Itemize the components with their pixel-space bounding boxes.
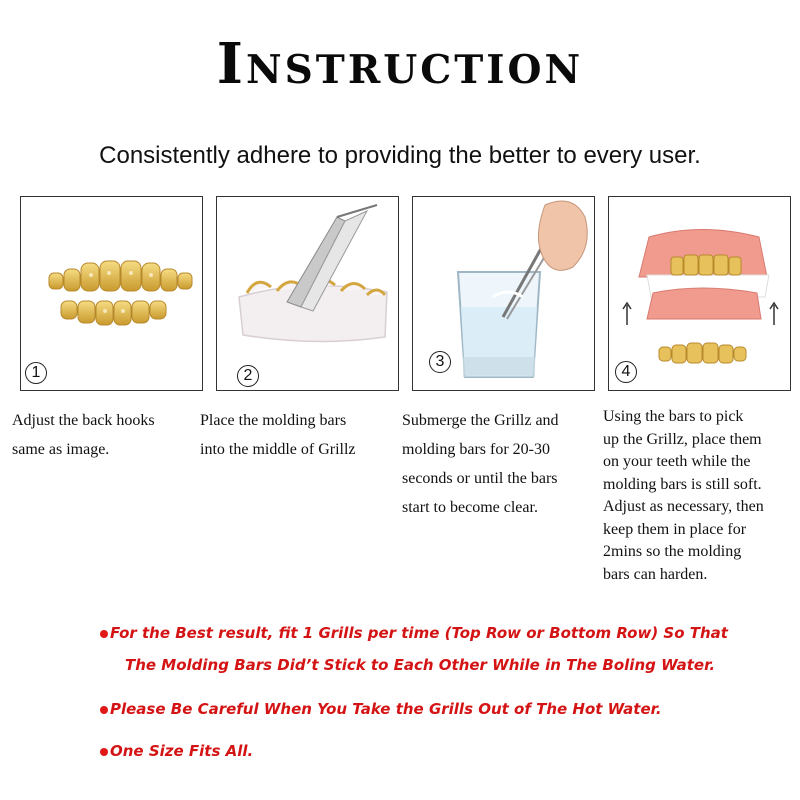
- note-2: Please Be Careful When You Take the Grills Out of The Hot Water.: [110, 700, 662, 718]
- note-1-line-1: For the Best result, fit 1 Grills per time (Top Row or Bottom Row) So That: [110, 624, 728, 642]
- step-4-line: bars can harden.: [603, 565, 708, 583]
- tweezers-molding-bar-image: [217, 197, 399, 391]
- step-3-number: 3: [429, 351, 451, 373]
- gold-grillz-image: [21, 197, 203, 391]
- step-4-line: on your teeth while the: [603, 453, 751, 470]
- step-1-panel: [20, 196, 203, 391]
- step-3-line: molding bars for 20-30: [402, 441, 550, 458]
- step-4-line: Using the bars to pick: [603, 408, 744, 425]
- step-2-line: into the middle of Grillz: [200, 441, 356, 458]
- step-4-line: 2mins so the molding: [603, 543, 742, 560]
- step-1-number: 1: [25, 362, 47, 384]
- step-2-text: [200, 406, 356, 464]
- step-3-line: Submerge the Grillz and: [402, 412, 559, 429]
- step-2-line: Place the molding bars: [200, 412, 347, 429]
- step-4-line: up the Grillz, place them: [603, 430, 762, 448]
- page-subtitle: Consistently adhere to providing the better to every user.: [99, 142, 701, 169]
- page-title: Instruction: [216, 31, 584, 97]
- step-3-panel: [412, 196, 595, 391]
- step-4-number: 4: [615, 361, 637, 383]
- step-4-line: keep them in place for: [603, 520, 747, 538]
- teeth-model-image: [609, 197, 791, 391]
- step-1-line: Adjust the back hooks: [12, 412, 155, 429]
- step-4-panel: [608, 196, 791, 391]
- step-4-line: Adjust as necessary, then: [603, 498, 764, 515]
- step-2-number: 2: [237, 365, 259, 387]
- bullet-dot: [100, 748, 108, 756]
- note-3: One Size Fits All.: [110, 742, 254, 760]
- bullet-dot: [100, 706, 108, 714]
- step-1-line: same as image.: [12, 441, 110, 458]
- step-1-text: [12, 406, 155, 464]
- bullet-dot: [100, 630, 108, 638]
- step-2-panel: [216, 196, 399, 391]
- step-4-line: molding bars is still soft.: [603, 475, 762, 493]
- note-1-line-2: The Molding Bars Did’t Stick to Each Other While in The Boling Water.: [125, 656, 716, 674]
- step-3-text: [402, 406, 559, 522]
- step-3-line: start to become clear.: [402, 499, 538, 516]
- step-4-text: [603, 406, 764, 586]
- step-3-line: seconds or until the bars: [402, 470, 558, 487]
